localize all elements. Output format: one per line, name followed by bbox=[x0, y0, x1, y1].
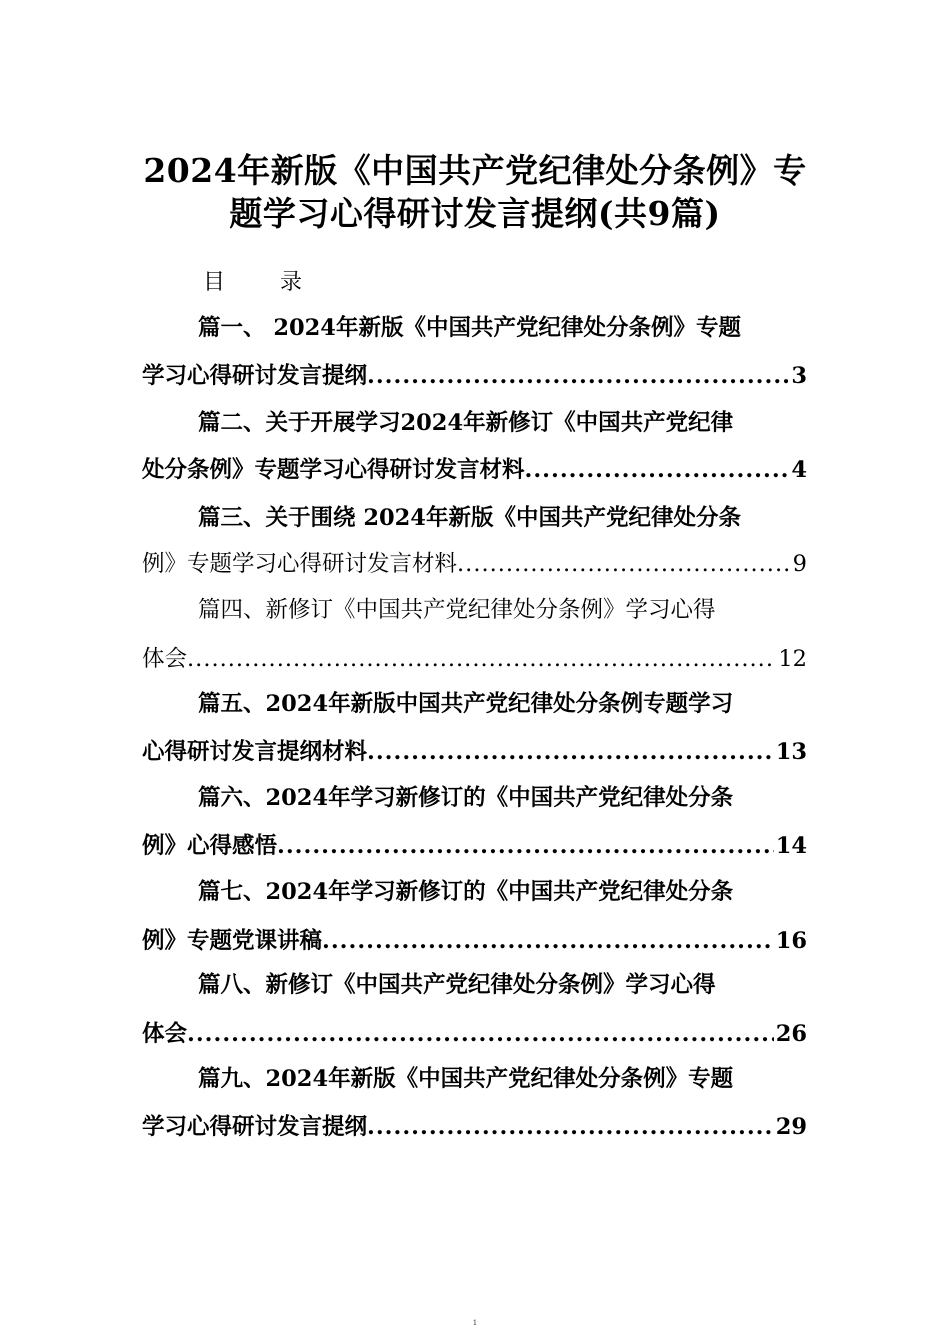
toc-page-number: 26 bbox=[775, 1021, 807, 1047]
toc-leader-dots bbox=[277, 829, 774, 863]
toc-page-number: 16 bbox=[775, 928, 807, 954]
toc-entry-text: 例》专题学习心得研讨发言材料 bbox=[142, 551, 458, 577]
toc-entry-text: 体会 bbox=[142, 1021, 188, 1047]
toc-leader-dots bbox=[525, 453, 790, 487]
toc-entry-7-title[interactable]: 篇七、2024年学习新修订的《中国共产党纪律处分条 bbox=[198, 879, 734, 905]
toc-entry-2-title[interactable]: 篇二、关于开展学习2024年新修订《中国共产党纪律 bbox=[198, 410, 734, 436]
toc-page-number: 4 bbox=[791, 457, 807, 483]
toc-leader-dots bbox=[367, 735, 774, 769]
toc-entry-4-title[interactable]: 篇四、新修订《中国共产党纪律处分条例》学习心得 bbox=[198, 597, 716, 623]
toc-entry-text: 例》专题党课讲稿 bbox=[142, 928, 323, 954]
toc-leader-dots bbox=[457, 547, 791, 581]
toc-entry-text: 学习心得研讨发言提纲 bbox=[142, 363, 368, 389]
toc-page-number: 3 bbox=[791, 363, 807, 389]
toc-entry-9-title[interactable]: 篇九、2024年新版《中国共产党纪律处分条例》专题 bbox=[198, 1066, 734, 1092]
toc-entry-text: 体会 bbox=[142, 646, 188, 672]
toc-page-number: 29 bbox=[775, 1114, 807, 1140]
toc-leader-dots bbox=[187, 642, 776, 676]
toc-entry-text: 处分条例》专题学习心得研讨发言材料 bbox=[142, 457, 525, 483]
toc-entry-3-continuation[interactable] bbox=[142, 547, 807, 581]
toc-entry-6-continuation[interactable] bbox=[142, 829, 807, 863]
toc-leader-dots bbox=[322, 924, 774, 958]
toc-entry-5-title[interactable]: 篇五、2024年新版中国共产党纪律处分条例专题学习 bbox=[198, 691, 734, 717]
toc-entry-2-continuation[interactable] bbox=[142, 453, 807, 487]
toc-entry-text: 心得研讨发言提纲材料 bbox=[142, 739, 368, 765]
toc-page-number: 9 bbox=[792, 551, 807, 577]
toc-leader-dots bbox=[367, 359, 789, 393]
toc-entry-7-continuation[interactable] bbox=[142, 924, 807, 958]
toc-entry-8-title[interactable]: 篇八、新修订《中国共产党纪律处分条例》学习心得 bbox=[198, 972, 716, 998]
toc-entry-1-continuation[interactable] bbox=[142, 359, 807, 393]
toc-page-number: 13 bbox=[775, 739, 807, 765]
toc-entry-6-title[interactable]: 篇六、2024年学习新修订的《中国共产党纪律处分条 bbox=[198, 785, 734, 811]
document-title-line-2: 题学习心得研讨发言提纲(共9篇) bbox=[229, 194, 721, 233]
footer-page-number: 1 bbox=[472, 1319, 478, 1327]
toc-heading: 目 录 bbox=[203, 270, 326, 295]
toc-entry-5-continuation[interactable] bbox=[142, 735, 807, 769]
toc-entry-3-title[interactable]: 篇三、关于围绕 2024年新版《中国共产党纪律处分条 bbox=[198, 505, 741, 531]
toc-page-number: 14 bbox=[775, 833, 807, 859]
toc-entry-text: 例》心得感悟 bbox=[142, 833, 278, 859]
toc-page-number: 12 bbox=[778, 646, 807, 672]
toc-entry-4-continuation[interactable] bbox=[142, 642, 807, 676]
toc-entry-text: 学习心得研讨发言提纲 bbox=[142, 1114, 368, 1140]
toc-entry-9-continuation[interactable] bbox=[142, 1110, 807, 1144]
document-title-line-1: 2024年新版《中国共产党纪律处分条例》专 bbox=[143, 151, 807, 190]
toc-leader-dots bbox=[367, 1110, 774, 1144]
toc-entry-1-title[interactable]: 篇一、 2024年新版《中国共产党纪律处分条例》专题 bbox=[198, 315, 741, 341]
toc-entry-8-continuation[interactable] bbox=[142, 1017, 807, 1051]
toc-leader-dots bbox=[187, 1017, 774, 1051]
